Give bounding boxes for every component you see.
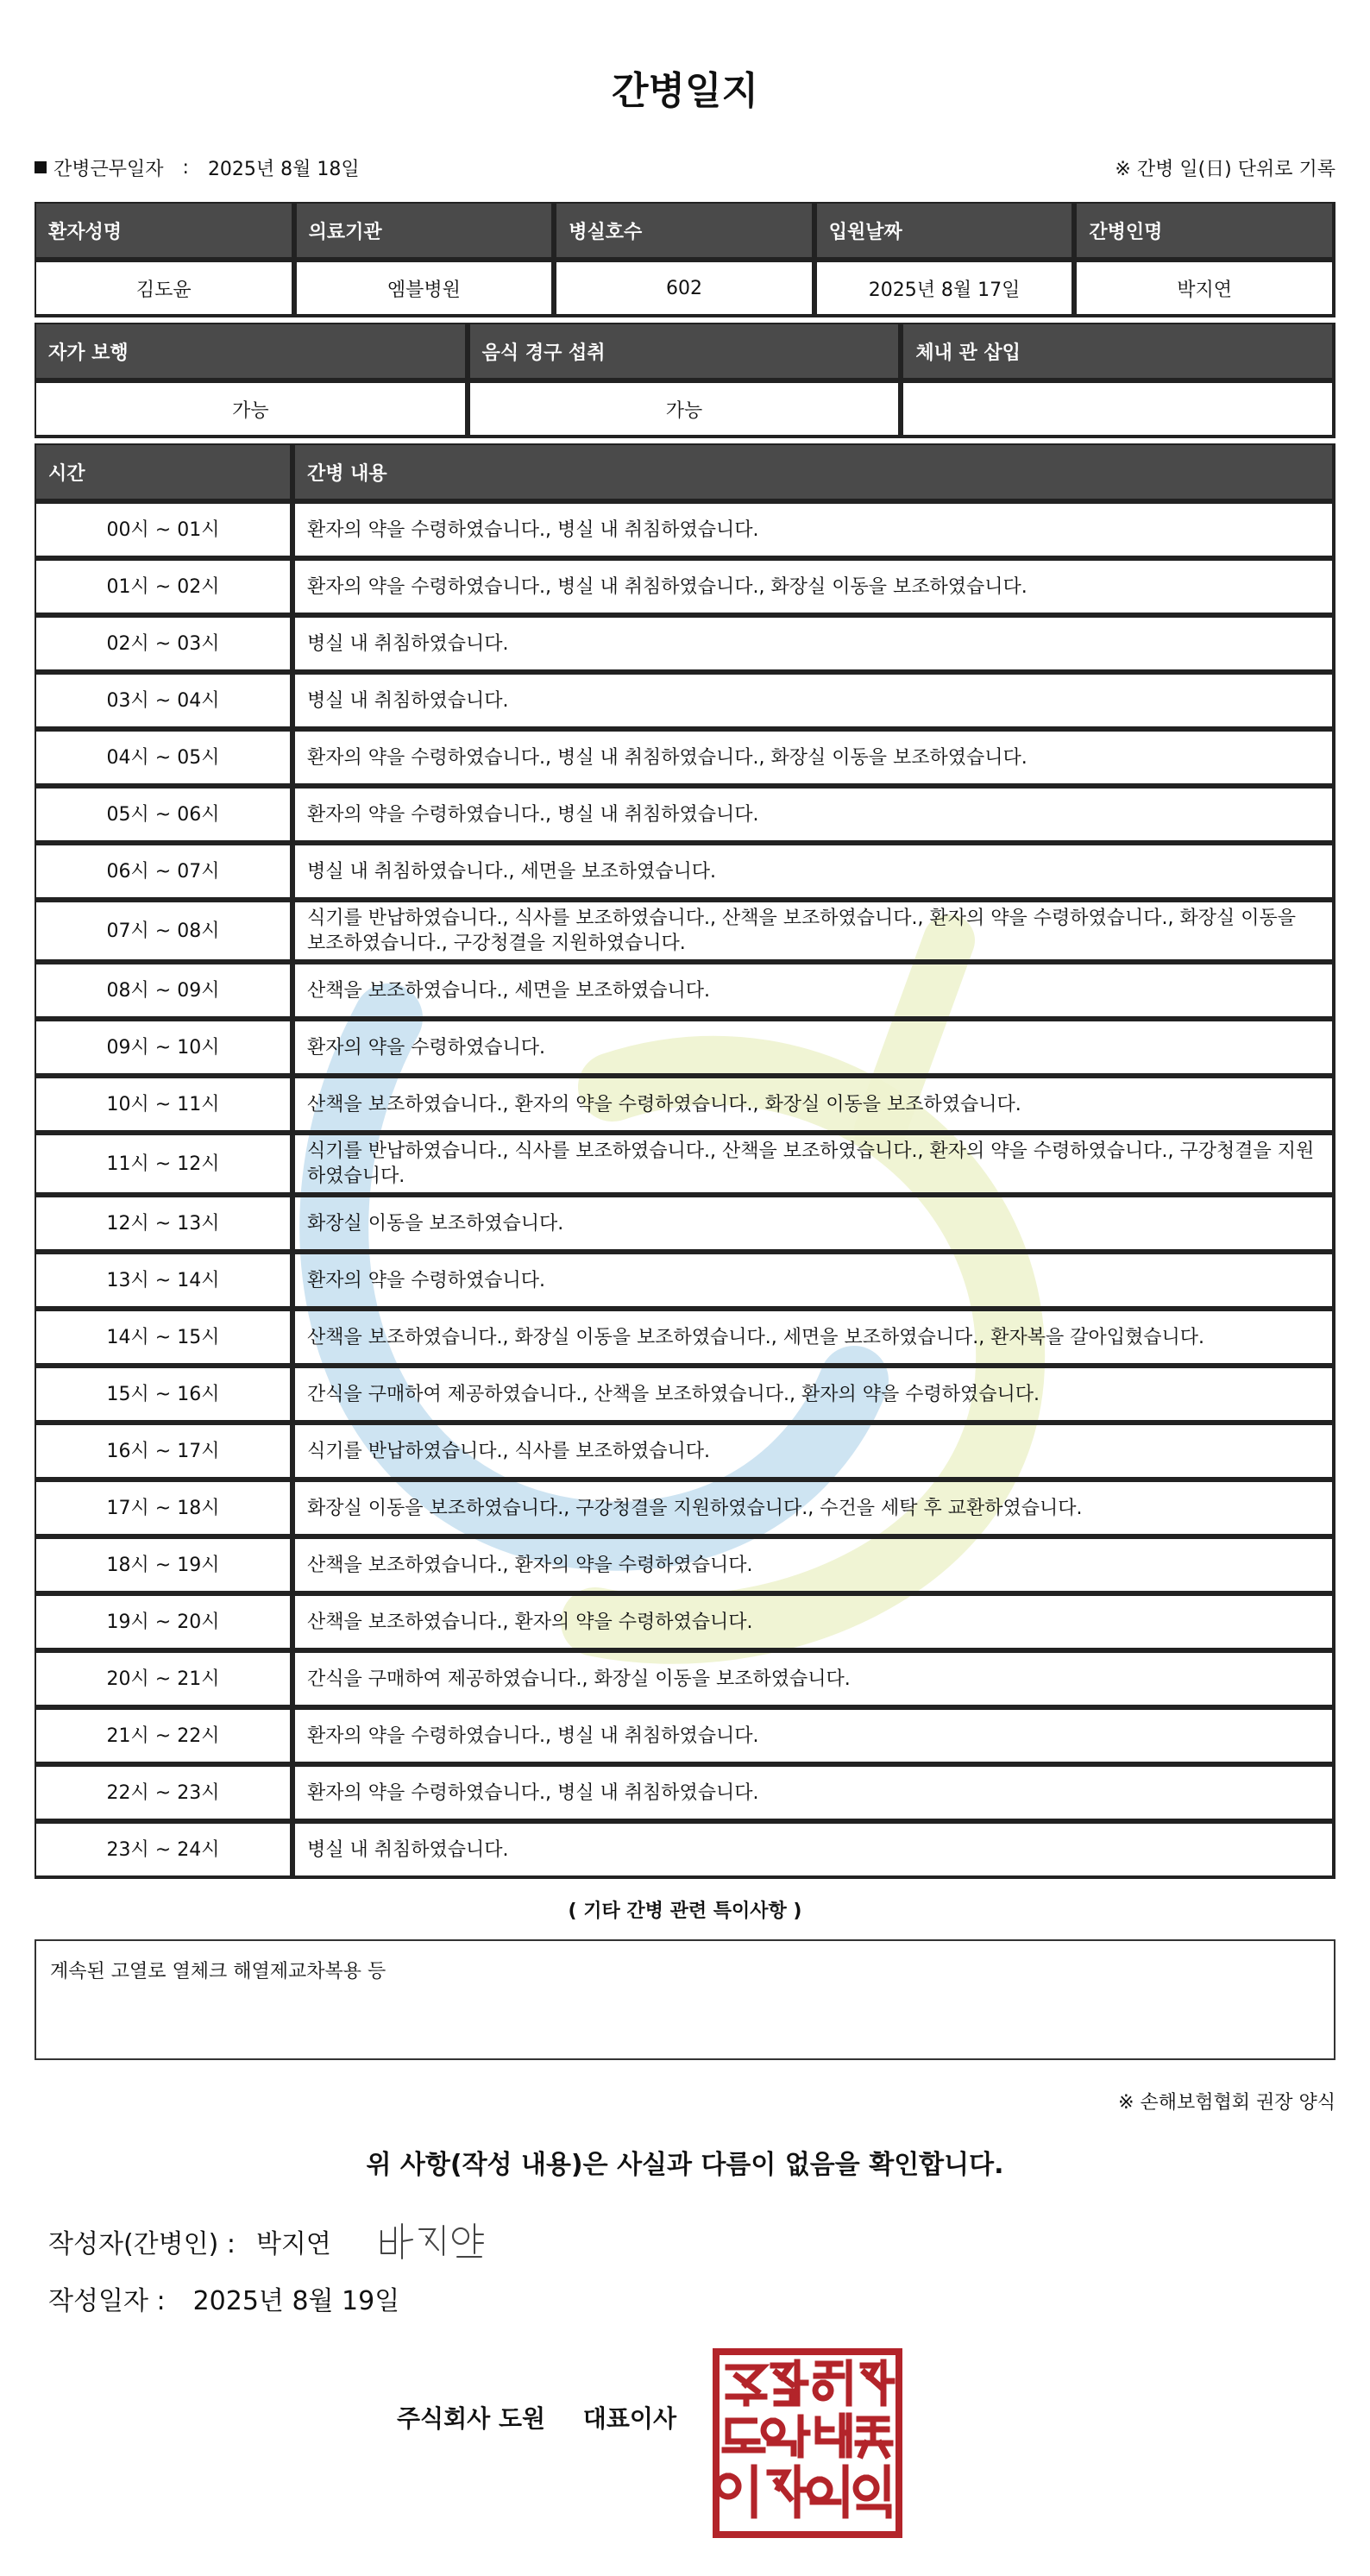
patient-name-value: 김도윤 <box>35 261 295 317</box>
special-notes-content: 계속된 고열로 열체크 해열제교차복용 등 <box>50 1961 386 1982</box>
log-row <box>35 1651 1335 1708</box>
log-row <box>35 1822 1335 1879</box>
meta-row <box>35 155 1335 179</box>
log-content: 병실 내 취침하였습니다. <box>293 616 1335 673</box>
log-content: 병실 내 취침하였습니다., 세면을 보조하였습니다. <box>293 844 1335 901</box>
log-content: 화장실 이동을 보조하였습니다., 구강청결을 지원하였습니다., 수건을 세탁 후 교환하였습니다. <box>293 1480 1335 1537</box>
handwritten-signature <box>374 2215 504 2267</box>
form-source-note: ※ 손해보험협회 권장 양식 <box>1118 2092 1335 2114</box>
special-notes-title: ( 기타 간병 관련 특이사항 ) <box>568 1901 802 1922</box>
log-row <box>35 1134 1335 1196</box>
work-date-label: 간병근무일자 <box>53 158 164 180</box>
log-row <box>35 1310 1335 1367</box>
oral-intake-value: 가능 <box>468 381 902 438</box>
status-value-row <box>35 381 1335 438</box>
company-seal-stamp <box>711 2347 904 2540</box>
writer-label: 작성자(간병인) : <box>48 2229 236 2259</box>
log-content: 환자의 약을 수령하였습니다. <box>293 1253 1335 1310</box>
company-line <box>397 2400 676 2435</box>
log-time: 10시 ~ 11시 <box>35 1077 293 1134</box>
log-content: 환자의 약을 수령하였습니다., 병실 내 취침하였습니다., 화장실 이동을 보조하였습니다. <box>293 559 1335 616</box>
log-time: 06시 ~ 07시 <box>35 844 293 901</box>
log-content: 간식을 구매하여 제공하였습니다., 산책을 보조하였습니다., 환자의 약을 수령하였습니다. <box>293 1367 1335 1423</box>
care-log-table <box>35 443 1335 1879</box>
log-content: 산책을 보조하였습니다., 화장실 이동을 보조하였습니다., 세면을 보조하였습니다., 환자복을 갈아입혔습니다. <box>293 1310 1335 1367</box>
confirmation-statement: 위 사항(작성 내용)은 사실과 다름이 없음을 확인합니다. <box>366 2150 1004 2180</box>
patient-info-table <box>35 202 1335 317</box>
log-row <box>35 1708 1335 1765</box>
log-time: 08시 ~ 09시 <box>35 963 293 1020</box>
log-time: 07시 ~ 08시 <box>35 901 293 963</box>
log-content: 식기를 반납하였습니다., 식사를 보조하였습니다., 산책을 보조하였습니다., 환자의 약을 수령하였습니다., 구강청결을 지원하였습니다. <box>293 1134 1335 1196</box>
document-title: 간병일지 <box>611 69 758 113</box>
log-content: 산책을 보조하였습니다., 환자의 약을 수령하였습니다. <box>293 1537 1335 1594</box>
log-time: 12시 ~ 13시 <box>35 1196 293 1253</box>
log-content: 간식을 구매하여 제공하였습니다., 화장실 이동을 보조하였습니다. <box>293 1651 1335 1708</box>
log-content: 병실 내 취침하였습니다. <box>293 673 1335 730</box>
work-date-separator: : <box>182 156 189 179</box>
log-time: 01시 ~ 02시 <box>35 559 293 616</box>
unit-note: ※ 간병 일(日) 단위로 기록 <box>1115 158 1335 180</box>
log-time: 17시 ~ 18시 <box>35 1480 293 1537</box>
log-time: 16시 ~ 17시 <box>35 1423 293 1480</box>
log-row <box>35 1196 1335 1253</box>
log-time: 23시 ~ 24시 <box>35 1822 293 1879</box>
log-content: 환자의 약을 수령하였습니다., 병실 내 취침하였습니다. <box>293 502 1335 559</box>
log-time: 02시 ~ 03시 <box>35 616 293 673</box>
log-content: 병실 내 취침하였습니다. <box>293 1822 1335 1879</box>
log-time: 13시 ~ 14시 <box>35 1253 293 1310</box>
log-content: 산책을 보조하였습니다., 환자의 약을 수령하였습니다., 화장실 이동을 보조하였습니다. <box>293 1077 1335 1134</box>
log-row <box>35 1077 1335 1134</box>
care-log-document <box>35 0 1335 2317</box>
log-row <box>35 1594 1335 1651</box>
log-row <box>35 1480 1335 1537</box>
writer-name: 박지연 <box>255 2229 331 2259</box>
log-content: 환자의 약을 수령하였습니다., 병실 내 취침하였습니다., 화장실 이동을 보조하였습니다. <box>293 730 1335 787</box>
bullet-square-icon <box>35 161 47 173</box>
log-time: 11시 ~ 12시 <box>35 1134 293 1196</box>
log-time: 18시 ~ 19시 <box>35 1537 293 1594</box>
work-date <box>35 154 360 181</box>
caregiver-value: 박지연 <box>1075 261 1335 317</box>
log-row <box>35 844 1335 901</box>
log-time: 05시 ~ 06시 <box>35 787 293 844</box>
log-time: 09시 ~ 10시 <box>35 1020 293 1077</box>
log-content: 산책을 보조하였습니다., 환자의 약을 수령하였습니다. <box>293 1594 1335 1651</box>
log-row <box>35 963 1335 1020</box>
walking-value: 가능 <box>35 381 468 438</box>
status-table <box>35 323 1335 438</box>
ceo-title: 대표이사 <box>582 2404 676 2433</box>
log-content: 식기를 반납하였습니다., 식사를 보조하였습니다., 산책을 보조하였습니다., 환자의 약을 수령하였습니다., 화장실 이동을 보조하였습니다., 구강청결을 지원하였습니다. <box>293 901 1335 963</box>
log-row <box>35 559 1335 616</box>
log-time: 21시 ~ 22시 <box>35 1708 293 1765</box>
written-date-label: 작성일자 : <box>48 2286 166 2316</box>
log-time: 04시 ~ 05시 <box>35 730 293 787</box>
log-row <box>35 1367 1335 1423</box>
log-body <box>35 502 1335 1879</box>
tube-header: 체내 관 삽입 <box>902 323 1335 381</box>
log-row <box>35 1537 1335 1594</box>
log-row <box>35 673 1335 730</box>
patient-header-row <box>35 202 1335 261</box>
log-time: 14시 ~ 15시 <box>35 1310 293 1367</box>
status-header-row <box>35 323 1335 381</box>
log-row <box>35 616 1335 673</box>
special-notes-box <box>35 1939 1335 2060</box>
hospital-header: 의료기관 <box>295 202 556 261</box>
log-row <box>35 1253 1335 1310</box>
log-row <box>35 901 1335 963</box>
admission-date-value: 2025년 8월 17일 <box>815 261 1076 317</box>
oral-intake-header: 음식 경구 섭취 <box>468 323 902 381</box>
room-value: 602 <box>555 261 815 317</box>
log-row <box>35 787 1335 844</box>
log-row <box>35 730 1335 787</box>
patient-name-header: 환자성명 <box>35 202 295 261</box>
log-time: 03시 ~ 04시 <box>35 673 293 730</box>
log-row <box>35 1020 1335 1077</box>
log-content: 화장실 이동을 보조하였습니다. <box>293 1196 1335 1253</box>
room-header: 병실호수 <box>555 202 815 261</box>
admission-date-header: 입원날짜 <box>815 202 1076 261</box>
patient-value-row <box>35 261 1335 317</box>
walking-header: 자가 보행 <box>35 323 468 381</box>
log-row <box>35 1423 1335 1480</box>
written-date-value: 2025년 8월 19일 <box>192 2286 400 2316</box>
log-time: 22시 ~ 23시 <box>35 1765 293 1822</box>
log-content: 환자의 약을 수령하였습니다. <box>293 1020 1335 1077</box>
log-time: 00시 ~ 01시 <box>35 502 293 559</box>
log-row <box>35 1765 1335 1822</box>
log-content: 환자의 약을 수령하였습니다., 병실 내 취침하였습니다. <box>293 787 1335 844</box>
log-content: 환자의 약을 수령하였습니다., 병실 내 취침하였습니다. <box>293 1765 1335 1822</box>
log-row <box>35 502 1335 559</box>
hospital-value: 엠블병원 <box>295 261 556 317</box>
log-time: 19시 ~ 20시 <box>35 1594 293 1651</box>
log-time: 15시 ~ 16시 <box>35 1367 293 1423</box>
log-time: 20시 ~ 21시 <box>35 1651 293 1708</box>
content-header: 간병 내용 <box>293 443 1335 502</box>
tube-value <box>902 381 1335 438</box>
work-date-value: 2025년 8월 18일 <box>207 158 360 180</box>
log-header-row <box>35 443 1335 502</box>
log-content: 산책을 보조하였습니다., 세면을 보조하였습니다. <box>293 963 1335 1020</box>
log-content: 식기를 반납하였습니다., 식사를 보조하였습니다. <box>293 1423 1335 1480</box>
time-header: 시간 <box>35 443 293 502</box>
log-content: 환자의 약을 수령하였습니다., 병실 내 취침하였습니다. <box>293 1708 1335 1765</box>
writer-row <box>48 2215 1335 2267</box>
company-name: 주식회사 도원 <box>397 2404 546 2433</box>
caregiver-header: 간병인명 <box>1075 202 1335 261</box>
written-date-row <box>48 2279 1335 2317</box>
